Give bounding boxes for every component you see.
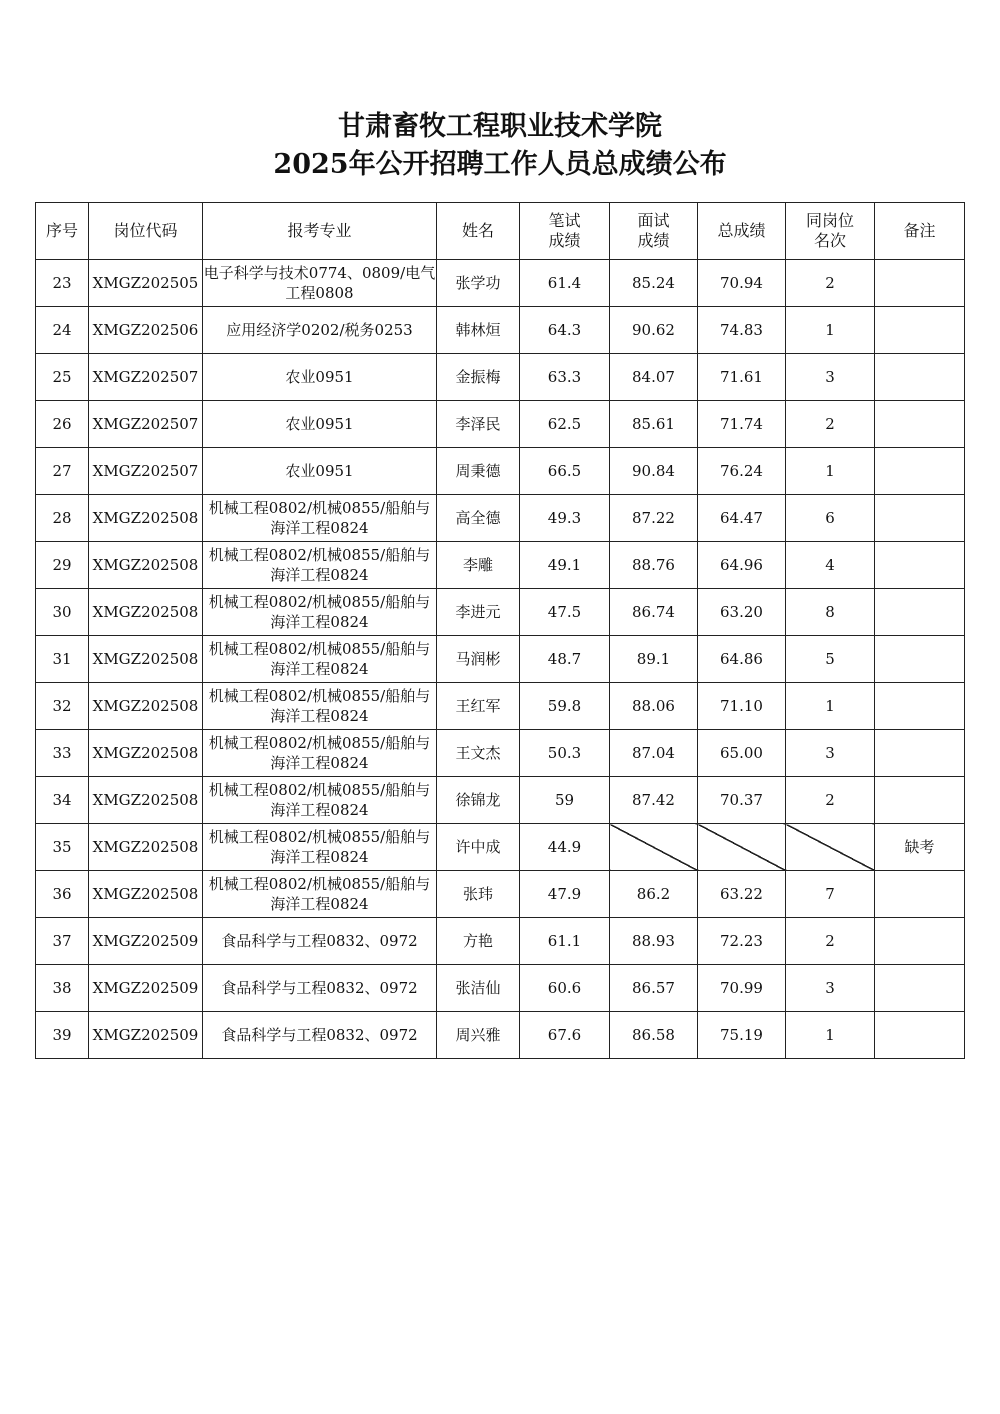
cell-written-score: 60.6 (520, 965, 610, 1012)
cell-name: 王红军 (437, 683, 520, 730)
cell-interview-score: 88.93 (610, 918, 698, 965)
cell-major: 机械工程0802/机械0855/船舶与海洋工程0824 (203, 777, 437, 824)
cell-total-score: 75.19 (698, 1012, 786, 1059)
cell-major: 电子科学与技术0774、0809/电气工程0808 (203, 260, 437, 307)
cell-total-score: 74.83 (698, 307, 786, 354)
cell-position-code: XMGZ202507 (89, 401, 203, 448)
table-row (36, 1012, 965, 1059)
header-rank: 同岗位 名次 (786, 203, 875, 260)
cell-position-code: XMGZ202509 (89, 965, 203, 1012)
cell-name: 马润彬 (437, 636, 520, 683)
header-total-score: 总成绩 (698, 203, 786, 260)
cell-name: 高全德 (437, 495, 520, 542)
cell-rank: 1 (786, 448, 875, 495)
cell-interview-score: 87.04 (610, 730, 698, 777)
cell-total-score: 71.74 (698, 401, 786, 448)
cell-rank: 1 (786, 1012, 875, 1059)
cell-total-score: 72.23 (698, 918, 786, 965)
header-seq: 序号 (36, 203, 89, 260)
cell-written-score: 63.3 (520, 354, 610, 401)
cell-seq: 23 (36, 260, 89, 307)
cell-interview-score: 85.24 (610, 260, 698, 307)
cell-major: 机械工程0802/机械0855/船舶与海洋工程0824 (203, 683, 437, 730)
cell-interview-score: 87.42 (610, 777, 698, 824)
cell-position-code: XMGZ202508 (89, 542, 203, 589)
document-title (0, 108, 1000, 184)
cell-major: 机械工程0802/机械0855/船舶与海洋工程0824 (203, 542, 437, 589)
cell-position-code: XMGZ202507 (89, 354, 203, 401)
cell-total-score: 70.94 (698, 260, 786, 307)
cell-name: 韩林烜 (437, 307, 520, 354)
cell-position-code: XMGZ202505 (89, 260, 203, 307)
cell-remark (875, 918, 965, 965)
cell-written-score: 47.5 (520, 589, 610, 636)
cell-position-code: XMGZ202508 (89, 589, 203, 636)
table-row (36, 260, 965, 307)
cell-total-score: 64.96 (698, 542, 786, 589)
cell-remark (875, 542, 965, 589)
cell-interview-score: 86.58 (610, 1012, 698, 1059)
score-table (35, 202, 965, 1059)
cell-written-score: 49.3 (520, 495, 610, 542)
cell-rank: 5 (786, 636, 875, 683)
cell-position-code: XMGZ202506 (89, 307, 203, 354)
cell-total-score: 63.20 (698, 589, 786, 636)
cell-name: 张学功 (437, 260, 520, 307)
cell-interview-score: 90.62 (610, 307, 698, 354)
table-row (36, 542, 965, 589)
cell-total-score: 63.22 (698, 871, 786, 918)
cell-remark (875, 260, 965, 307)
cell-major: 食品科学与工程0832、0972 (203, 1012, 437, 1059)
cell-seq: 28 (36, 495, 89, 542)
cell-rank: 2 (786, 918, 875, 965)
cell-major: 机械工程0802/机械0855/船舶与海洋工程0824 (203, 636, 437, 683)
cell-major: 农业0951 (203, 401, 437, 448)
cell-total-score: 65.00 (698, 730, 786, 777)
table-row (36, 307, 965, 354)
cell-total-score: 71.10 (698, 683, 786, 730)
cell-position-code: XMGZ202508 (89, 495, 203, 542)
cell-rank: 3 (786, 965, 875, 1012)
cell-total-score: 71.61 (698, 354, 786, 401)
header-remark: 备注 (875, 203, 965, 260)
table-row (36, 730, 965, 777)
cell-name: 王文杰 (437, 730, 520, 777)
cell-written-score: 59 (520, 777, 610, 824)
table-row (36, 589, 965, 636)
cell-remark (875, 448, 965, 495)
cell-seq: 34 (36, 777, 89, 824)
table-row (36, 777, 965, 824)
cell-rank: 7 (786, 871, 875, 918)
cell-written-score: 50.3 (520, 730, 610, 777)
cell-interview-score: 89.1 (610, 636, 698, 683)
cell-total-score: 76.24 (698, 448, 786, 495)
cell-seq: 31 (36, 636, 89, 683)
cell-position-code: XMGZ202509 (89, 1012, 203, 1059)
cell-interview-score: 86.2 (610, 871, 698, 918)
cell-name: 许中成 (437, 824, 520, 871)
cell-seq: 29 (36, 542, 89, 589)
cell-remark (875, 354, 965, 401)
cell-major: 机械工程0802/机械0855/船舶与海洋工程0824 (203, 871, 437, 918)
cell-name: 周兴雅 (437, 1012, 520, 1059)
table-row (36, 871, 965, 918)
cell-name: 张洁仙 (437, 965, 520, 1012)
cell-rank (786, 824, 875, 871)
cell-remark (875, 1012, 965, 1059)
cell-interview-score: 85.61 (610, 401, 698, 448)
cell-remark (875, 495, 965, 542)
cell-remark: 缺考 (875, 824, 965, 871)
cell-total-score: 64.47 (698, 495, 786, 542)
cell-major: 食品科学与工程0832、0972 (203, 918, 437, 965)
cell-name: 金振梅 (437, 354, 520, 401)
cell-written-score: 48.7 (520, 636, 610, 683)
cell-written-score: 47.9 (520, 871, 610, 918)
cell-remark (875, 730, 965, 777)
cell-written-score: 49.1 (520, 542, 610, 589)
cell-written-score: 67.6 (520, 1012, 610, 1059)
cell-written-score: 59.8 (520, 683, 610, 730)
cell-major: 应用经济学0202/税务0253 (203, 307, 437, 354)
cell-interview-score: 88.76 (610, 542, 698, 589)
title-line-announcement: 2025年公开招聘工作人员总成绩公布 (273, 149, 727, 180)
cell-major: 农业0951 (203, 354, 437, 401)
table-row (36, 965, 965, 1012)
cell-major: 农业0951 (203, 448, 437, 495)
cell-written-score: 66.5 (520, 448, 610, 495)
cell-seq: 27 (36, 448, 89, 495)
cell-total-score: 70.99 (698, 965, 786, 1012)
cell-written-score: 61.4 (520, 260, 610, 307)
cell-major: 机械工程0802/机械0855/船舶与海洋工程0824 (203, 824, 437, 871)
header-major: 报考专业 (203, 203, 437, 260)
cell-position-code: XMGZ202507 (89, 448, 203, 495)
table-row (36, 636, 965, 683)
table-row (36, 495, 965, 542)
cell-seq: 26 (36, 401, 89, 448)
cell-name: 李雕 (437, 542, 520, 589)
table-row (36, 448, 965, 495)
cell-rank: 3 (786, 354, 875, 401)
cell-total-score (698, 824, 786, 871)
cell-interview-score: 84.07 (610, 354, 698, 401)
cell-seq: 33 (36, 730, 89, 777)
cell-position-code: XMGZ202508 (89, 636, 203, 683)
cell-seq: 25 (36, 354, 89, 401)
cell-name: 方艳 (437, 918, 520, 965)
cell-position-code: XMGZ202508 (89, 824, 203, 871)
cell-position-code: XMGZ202508 (89, 730, 203, 777)
cell-rank: 2 (786, 777, 875, 824)
cell-position-code: XMGZ202509 (89, 918, 203, 965)
cell-seq: 24 (36, 307, 89, 354)
cell-name: 徐锦龙 (437, 777, 520, 824)
cell-seq: 37 (36, 918, 89, 965)
cell-major: 机械工程0802/机械0855/船舶与海洋工程0824 (203, 495, 437, 542)
cell-name: 周秉德 (437, 448, 520, 495)
cell-rank: 4 (786, 542, 875, 589)
cell-written-score: 62.5 (520, 401, 610, 448)
cell-remark (875, 307, 965, 354)
cell-interview-score (610, 824, 698, 871)
table-row (36, 918, 965, 965)
cell-rank: 6 (786, 495, 875, 542)
table-row (36, 354, 965, 401)
cell-interview-score: 88.06 (610, 683, 698, 730)
cell-rank: 3 (786, 730, 875, 777)
cell-name: 张玮 (437, 871, 520, 918)
cell-name: 李泽民 (437, 401, 520, 448)
cell-seq: 32 (36, 683, 89, 730)
cell-remark (875, 777, 965, 824)
cell-position-code: XMGZ202508 (89, 871, 203, 918)
table-header-row (36, 203, 965, 260)
cell-seq: 39 (36, 1012, 89, 1059)
cell-remark (875, 683, 965, 730)
title-line-institution: 甘肃畜牧工程职业技术学院 (338, 111, 662, 142)
cell-interview-score: 86.57 (610, 965, 698, 1012)
cell-remark (875, 636, 965, 683)
header-name: 姓名 (437, 203, 520, 260)
cell-rank: 8 (786, 589, 875, 636)
cell-written-score: 44.9 (520, 824, 610, 871)
cell-major: 机械工程0802/机械0855/船舶与海洋工程0824 (203, 730, 437, 777)
cell-seq: 38 (36, 965, 89, 1012)
cell-interview-score: 86.74 (610, 589, 698, 636)
table-row (36, 401, 965, 448)
cell-position-code: XMGZ202508 (89, 683, 203, 730)
cell-seq: 30 (36, 589, 89, 636)
table-row (36, 683, 965, 730)
cell-written-score: 61.1 (520, 918, 610, 965)
table-body (36, 260, 965, 1059)
cell-total-score: 70.37 (698, 777, 786, 824)
cell-seq: 35 (36, 824, 89, 871)
cell-rank: 1 (786, 307, 875, 354)
cell-rank: 1 (786, 683, 875, 730)
table-row (36, 824, 965, 871)
cell-major: 食品科学与工程0832、0972 (203, 965, 437, 1012)
header-position-code: 岗位代码 (89, 203, 203, 260)
cell-name: 李进元 (437, 589, 520, 636)
header-interview-score: 面试 成绩 (610, 203, 698, 260)
cell-seq: 36 (36, 871, 89, 918)
cell-written-score: 64.3 (520, 307, 610, 354)
cell-remark (875, 965, 965, 1012)
cell-total-score: 64.86 (698, 636, 786, 683)
cell-rank: 2 (786, 260, 875, 307)
cell-major: 机械工程0802/机械0855/船舶与海洋工程0824 (203, 589, 437, 636)
cell-rank: 2 (786, 401, 875, 448)
cell-interview-score: 90.84 (610, 448, 698, 495)
header-written-score: 笔试 成绩 (520, 203, 610, 260)
cell-position-code: XMGZ202508 (89, 777, 203, 824)
cell-remark (875, 871, 965, 918)
cell-remark (875, 589, 965, 636)
cell-interview-score: 87.22 (610, 495, 698, 542)
cell-remark (875, 401, 965, 448)
